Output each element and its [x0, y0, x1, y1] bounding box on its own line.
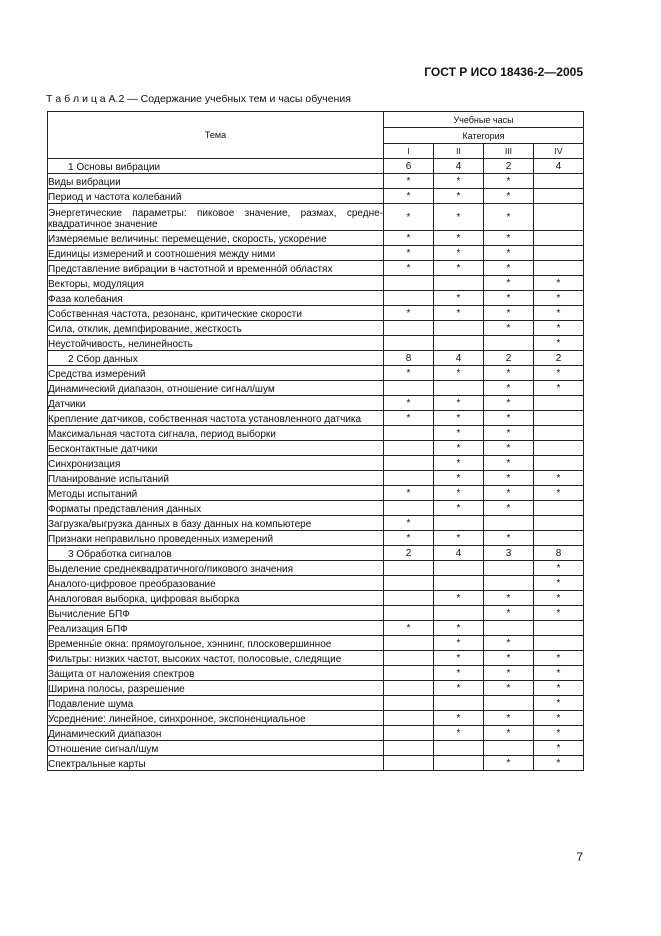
category-header: IV [534, 144, 584, 159]
hours-cell-category-2 [434, 336, 484, 351]
hours-cell-category-2: * [434, 531, 484, 546]
hours-cell-category-2: * [434, 711, 484, 726]
topic-cell: Вычисление БПФ [48, 606, 384, 621]
topic-cell: Собственная частота, резонанс, критические скорости [48, 306, 384, 321]
hours-cell-category-3: * [484, 321, 534, 336]
hours-cell-category-3: 2 [484, 351, 534, 366]
hours-cell-category-2 [434, 696, 484, 711]
hours-cell-category-2: * [434, 231, 484, 246]
hours-cell-category-3: * [484, 261, 534, 276]
hours-cell-category-4 [534, 426, 584, 441]
hours-cell-category-1 [384, 426, 434, 441]
hours-cell-category-3: * [484, 591, 534, 606]
hours-cell-category-4: * [534, 291, 584, 306]
hours-cell-category-1: * [384, 366, 434, 381]
hours-cell-category-4 [534, 204, 584, 231]
hours-cell-category-1: * [384, 516, 434, 531]
hours-cell-category-4 [534, 396, 584, 411]
topic-cell: Энергетические параметры: пиковое значение, размах, средне-квадратичное значение [48, 204, 384, 231]
table-row [48, 741, 584, 756]
table-row [48, 204, 584, 231]
hours-cell-category-1 [384, 591, 434, 606]
hours-cell-category-4 [534, 246, 584, 261]
hours-cell-category-4: * [534, 666, 584, 681]
hours-cell-category-4 [534, 261, 584, 276]
hours-cell-category-4: * [534, 741, 584, 756]
hours-cell-category-3 [484, 336, 534, 351]
table-row [48, 726, 584, 741]
table-row [48, 516, 584, 531]
hours-cell-category-3: * [484, 231, 534, 246]
hours-cell-category-1: 6 [384, 159, 434, 174]
section-title: 1 Основы вибрации [48, 159, 384, 174]
page-number: 7 [576, 850, 583, 864]
hours-cell-category-3 [484, 621, 534, 636]
table-row [48, 174, 584, 189]
topic-cell: Средства измерений [48, 366, 384, 381]
curriculum-table [47, 111, 584, 771]
hours-cell-category-3: * [484, 204, 534, 231]
hours-cell-category-1: * [384, 231, 434, 246]
hours-cell-category-4 [534, 174, 584, 189]
hours-cell-category-3: * [484, 174, 534, 189]
hours-cell-category-2: * [434, 471, 484, 486]
hours-cell-category-3: * [484, 396, 534, 411]
hours-cell-category-3 [484, 696, 534, 711]
table-row [48, 486, 584, 501]
hours-cell-category-3: 3 [484, 546, 534, 561]
hours-cell-category-2: * [434, 726, 484, 741]
hours-cell-category-2: * [434, 204, 484, 231]
hours-cell-category-2: * [434, 189, 484, 204]
table-row [48, 381, 584, 396]
section-title: 2 Сбор данных [48, 351, 384, 366]
hours-cell-category-1 [384, 381, 434, 396]
topic-cell: Векторы, модуляция [48, 276, 384, 291]
hours-cell-category-4: * [534, 486, 584, 501]
hours-cell-category-2: * [434, 411, 484, 426]
hours-cell-category-4 [534, 516, 584, 531]
topic-cell: Динамический диапазон [48, 726, 384, 741]
hours-cell-category-1 [384, 726, 434, 741]
table-row [48, 651, 584, 666]
hours-cell-category-2: * [434, 651, 484, 666]
hours-cell-category-1: 8 [384, 351, 434, 366]
hours-cell-category-3: * [484, 246, 534, 261]
hours-cell-category-1: * [384, 261, 434, 276]
hours-cell-category-4: * [534, 561, 584, 576]
topic-cell: Ширина полосы, разрешение [48, 681, 384, 696]
hours-cell-category-2 [434, 741, 484, 756]
hours-cell-category-4: * [534, 651, 584, 666]
table-row [48, 306, 584, 321]
table-row [48, 696, 584, 711]
table-row [48, 366, 584, 381]
hours-cell-category-2: * [434, 456, 484, 471]
hours-cell-category-2 [434, 606, 484, 621]
hours-cell-category-2: * [434, 396, 484, 411]
hours-cell-category-4 [534, 621, 584, 636]
hours-cell-category-3: * [484, 531, 534, 546]
hours-cell-category-3: 2 [484, 159, 534, 174]
topic-cell: Временны́е окна: прямоугольное, хэннинг, плосковершинное [48, 636, 384, 651]
topic-cell: Измеряемые величины: перемещение, скорость, ускорение [48, 231, 384, 246]
hours-cell-category-4: * [534, 321, 584, 336]
column-header-category: Категория [384, 128, 584, 144]
hours-cell-category-1: * [384, 306, 434, 321]
hours-cell-category-3 [484, 516, 534, 531]
hours-cell-category-4 [534, 189, 584, 204]
hours-cell-category-2 [434, 756, 484, 771]
table-row [48, 561, 584, 576]
table-row [48, 321, 584, 336]
topic-cell: Спектральные карты [48, 756, 384, 771]
table-row [48, 501, 584, 516]
table-caption: Т а б л и ц а А.2 — Содержание учебных тем и часы обучения [46, 93, 351, 105]
hours-cell-category-2: * [434, 486, 484, 501]
hours-cell-category-4: * [534, 381, 584, 396]
hours-cell-category-1 [384, 681, 434, 696]
hours-cell-category-3: * [484, 441, 534, 456]
hours-cell-category-4: * [534, 726, 584, 741]
hours-cell-category-2: 4 [434, 546, 484, 561]
hours-cell-category-4: * [534, 336, 584, 351]
table-row [48, 531, 584, 546]
hours-cell-category-4 [534, 411, 584, 426]
hours-cell-category-2: 4 [434, 159, 484, 174]
hours-cell-category-1 [384, 666, 434, 681]
category-header: II [434, 144, 484, 159]
table-row [48, 411, 584, 426]
table-row [48, 456, 584, 471]
hours-cell-category-1: 2 [384, 546, 434, 561]
hours-cell-category-2: * [434, 681, 484, 696]
hours-cell-category-1 [384, 711, 434, 726]
topic-cell: Отношение сигнал/шум [48, 741, 384, 756]
hours-cell-category-2: * [434, 501, 484, 516]
hours-cell-category-2: * [434, 666, 484, 681]
section-row [48, 159, 584, 174]
topic-cell: Аналого-цифровое преобразование [48, 576, 384, 591]
hours-cell-category-3: * [484, 426, 534, 441]
hours-cell-category-3: * [484, 486, 534, 501]
hours-cell-category-1 [384, 651, 434, 666]
table-row [48, 636, 584, 651]
topic-cell: Защита от наложения спектров [48, 666, 384, 681]
table-row [48, 246, 584, 261]
hours-cell-category-4 [534, 501, 584, 516]
hours-cell-category-2: * [434, 246, 484, 261]
hours-cell-category-2: * [434, 174, 484, 189]
hours-cell-category-4: * [534, 471, 584, 486]
table-row [48, 396, 584, 411]
category-header: I [384, 144, 434, 159]
hours-cell-category-4 [534, 531, 584, 546]
hours-cell-category-3: * [484, 381, 534, 396]
table-row [48, 606, 584, 621]
table-row [48, 576, 584, 591]
topic-cell: Виды вибрации [48, 174, 384, 189]
section-title: 3 Обработка сигналов [48, 546, 384, 561]
hours-cell-category-3: * [484, 276, 534, 291]
hours-cell-category-4 [534, 441, 584, 456]
table-row [48, 666, 584, 681]
hours-cell-category-4: 4 [534, 159, 584, 174]
hours-cell-category-1: * [384, 204, 434, 231]
hours-cell-category-3: * [484, 501, 534, 516]
hours-cell-category-3: * [484, 756, 534, 771]
hours-cell-category-1 [384, 756, 434, 771]
category-header: III [484, 144, 534, 159]
topic-cell: Сила, отклик, демпфирование, жесткость [48, 321, 384, 336]
table-row [48, 261, 584, 276]
hours-cell-category-1: * [384, 621, 434, 636]
hours-cell-category-3: * [484, 636, 534, 651]
topic-cell: Загрузка/выгрузка данных в базу данных на компьютере [48, 516, 384, 531]
hours-cell-category-1 [384, 276, 434, 291]
table-row [48, 291, 584, 306]
table-row [48, 189, 584, 204]
hours-cell-category-4: * [534, 306, 584, 321]
topic-cell: Подавление шума [48, 696, 384, 711]
hours-cell-category-1: * [384, 486, 434, 501]
hours-cell-category-1 [384, 441, 434, 456]
hours-cell-category-3: * [484, 456, 534, 471]
table-row [48, 681, 584, 696]
hours-cell-category-3 [484, 561, 534, 576]
table-row [48, 591, 584, 606]
table-row [48, 231, 584, 246]
table-row [48, 336, 584, 351]
hours-cell-category-3: * [484, 711, 534, 726]
hours-cell-category-1 [384, 501, 434, 516]
hours-cell-category-2: * [434, 261, 484, 276]
hours-cell-category-2: * [434, 591, 484, 606]
hours-cell-category-2: * [434, 291, 484, 306]
column-header-topic: Тема [48, 112, 384, 159]
hours-cell-category-2: * [434, 426, 484, 441]
topic-cell: Единицы измерений и соотношения между ними [48, 246, 384, 261]
hours-cell-category-1 [384, 321, 434, 336]
hours-cell-category-3 [484, 741, 534, 756]
topic-cell: Фаза колебания [48, 291, 384, 306]
table-body [48, 159, 584, 771]
hours-cell-category-1 [384, 696, 434, 711]
hours-cell-category-4: * [534, 696, 584, 711]
hours-cell-category-3: * [484, 189, 534, 204]
hours-cell-category-3: * [484, 471, 534, 486]
topic-cell: Реализация БПФ [48, 621, 384, 636]
hours-cell-category-3: * [484, 411, 534, 426]
hours-cell-category-3: * [484, 726, 534, 741]
topic-cell: Признаки неправильно проведенных измерений [48, 531, 384, 546]
hours-cell-category-3: * [484, 651, 534, 666]
table-row [48, 711, 584, 726]
hours-cell-category-2: * [434, 621, 484, 636]
table-row [48, 276, 584, 291]
hours-cell-category-3 [484, 576, 534, 591]
hours-cell-category-4 [534, 231, 584, 246]
table-row [48, 756, 584, 771]
topic-cell: Аналоговая выборка, цифровая выборка [48, 591, 384, 606]
hours-cell-category-1 [384, 456, 434, 471]
hours-cell-category-4: * [534, 606, 584, 621]
topic-cell: Фильтры: низких частот, высоких частот, полосовые, следящие [48, 651, 384, 666]
table-row [48, 441, 584, 456]
hours-cell-category-4: * [534, 711, 584, 726]
hours-cell-category-3: * [484, 606, 534, 621]
topic-cell: Максимальная частота сигнала, период выборки [48, 426, 384, 441]
hours-cell-category-4: 2 [534, 351, 584, 366]
hours-cell-category-1 [384, 471, 434, 486]
hours-cell-category-3: * [484, 666, 534, 681]
hours-cell-category-2 [434, 561, 484, 576]
topic-cell: Форматы представления данных [48, 501, 384, 516]
topic-cell: Выделение среднеквадратичного/пикового значения [48, 561, 384, 576]
topic-cell: Синхронизация [48, 456, 384, 471]
hours-cell-category-4: 8 [534, 546, 584, 561]
topic-cell: Планирование испытаний [48, 471, 384, 486]
standard-code: ГОСТ Р ИСО 18436-2—2005 [424, 65, 583, 79]
hours-cell-category-1: * [384, 531, 434, 546]
topic-cell: Динамический диапазон, отношение сигнал/шум [48, 381, 384, 396]
hours-cell-category-2: 4 [434, 351, 484, 366]
hours-cell-category-2 [434, 321, 484, 336]
hours-cell-category-2 [434, 381, 484, 396]
hours-cell-category-4: * [534, 276, 584, 291]
hours-cell-category-1: * [384, 396, 434, 411]
hours-cell-category-4 [534, 456, 584, 471]
hours-cell-category-3: * [484, 306, 534, 321]
hours-cell-category-4: * [534, 576, 584, 591]
hours-cell-category-2: * [434, 441, 484, 456]
section-row [48, 351, 584, 366]
hours-cell-category-4: * [534, 681, 584, 696]
hours-cell-category-1: * [384, 411, 434, 426]
hours-cell-category-1 [384, 606, 434, 621]
topic-cell: Методы испытаний [48, 486, 384, 501]
topic-cell: Представление вибрации в частотной и временно́й областях [48, 261, 384, 276]
hours-cell-category-1: * [384, 246, 434, 261]
hours-cell-category-2 [434, 576, 484, 591]
column-header-hours: Учебные часы [384, 112, 584, 128]
hours-cell-category-2: * [434, 366, 484, 381]
hours-cell-category-2 [434, 516, 484, 531]
hours-cell-category-1 [384, 561, 434, 576]
table-row [48, 426, 584, 441]
hours-cell-category-2: * [434, 636, 484, 651]
hours-cell-category-4: * [534, 591, 584, 606]
hours-cell-category-2: * [434, 306, 484, 321]
hours-cell-category-1: * [384, 174, 434, 189]
hours-cell-category-1 [384, 336, 434, 351]
hours-cell-category-2 [434, 276, 484, 291]
topic-cell: Крепление датчиков, собственная частота установленного датчика [48, 411, 384, 426]
hours-cell-category-1 [384, 741, 434, 756]
hours-cell-category-4 [534, 636, 584, 651]
topic-cell: Период и частота колебаний [48, 189, 384, 204]
section-row [48, 546, 584, 561]
topic-cell: Неустойчивость, нелинейность [48, 336, 384, 351]
table-row [48, 621, 584, 636]
table-row [48, 471, 584, 486]
hours-cell-category-1: * [384, 189, 434, 204]
hours-cell-category-3: * [484, 366, 534, 381]
hours-cell-category-4: * [534, 366, 584, 381]
hours-cell-category-4: * [534, 756, 584, 771]
hours-cell-category-1 [384, 576, 434, 591]
hours-cell-category-1 [384, 636, 434, 651]
topic-cell: Усреднение: линейное, синхронное, экспоненциальное [48, 711, 384, 726]
topic-cell: Бесконтактные датчики [48, 441, 384, 456]
hours-cell-category-1 [384, 291, 434, 306]
hours-cell-category-3: * [484, 681, 534, 696]
topic-cell: Датчики [48, 396, 384, 411]
hours-cell-category-3: * [484, 291, 534, 306]
